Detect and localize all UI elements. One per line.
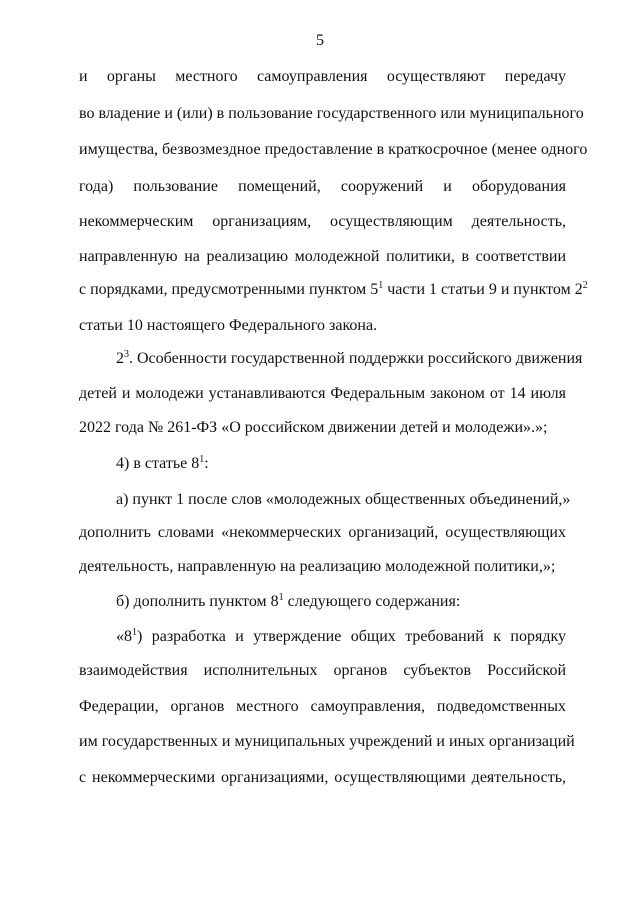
text-line: и органы местного самоуправления осуществляют передачу [79,68,566,85]
superscript: 1 [278,592,284,603]
text-line: имущества, безвозмездное предоставление в краткосрочное (менее одного [79,141,588,158]
text-line: 4) в статье $8^1$: [116,454,209,472]
text-line: Федерации, органов местного самоуправления, подведомственных [79,698,566,715]
text-line: дополнить словами «некоммерческих организаций, осуществляющих [79,524,566,541]
text-line: направленную на реализацию молодежной политики, в соответствии [79,248,566,265]
superscript: 1 [132,627,137,638]
text-line: 2022 года № 261-ФЗ «О российском движении детей и молодежи».»; [79,419,548,436]
superscript: 2 [582,280,588,291]
text-line: б) дополнить пунктом $8^1$ следующего содержания: [116,592,461,610]
text-line: с порядками, предусмотренными пунктом $5^1$ части 1 статьи 9 и пунктом $2^2$ [79,280,588,298]
text-line: статьи 10 настоящего Федерального закона. [79,317,378,334]
superscript: 1 [199,454,205,465]
text-line: во владение и (или) в пользование государственного или муниципального [79,105,584,122]
text-line: $2^3$. Особенности государственной поддержки российского движения [116,349,583,367]
text-line: деятельность, направленную на реализацию молодежной политики,»; [79,558,556,575]
page-number: 5 [316,32,324,49]
text-line: с некоммерческими организациями, осуществляющими деятельность, [79,769,566,786]
text-line: взаимодействия исполнительных органов субъектов Российской [79,662,566,679]
text-line: им государственных и муниципальных учреждений и иных организаций [79,733,575,750]
text-line: некоммерческим организациям, осуществляющим деятельность, [79,213,566,230]
text-line: «$8^1$) разработка и утверждение общих требований к порядку [116,627,566,645]
text-line: детей и молодежи устанавливаются Федеральным законом от 14 июля [79,385,566,402]
superscript: 3 [124,349,129,360]
text-line: года) пользование помещений, сооружений и оборудования [79,178,566,195]
superscript: 1 [378,280,384,291]
text-line: а) пункт 1 после слов «молодежных общественных объединений,» [116,491,571,508]
